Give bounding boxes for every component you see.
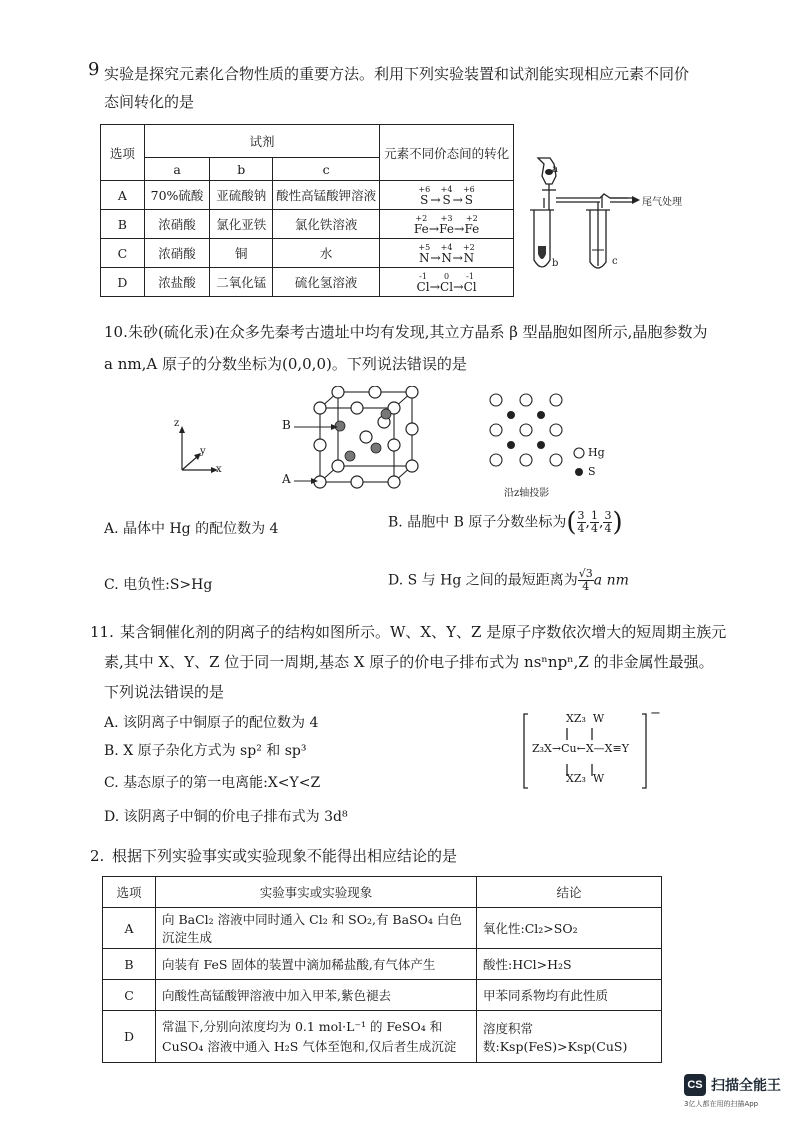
- ox-state: +5: [418, 242, 431, 252]
- element-symbol: Cl: [416, 279, 430, 294]
- element-symbol: N: [463, 250, 475, 265]
- legend-markers: [572, 446, 586, 480]
- table-row: [103, 908, 662, 949]
- q9-stem-line1: 实验是探究元素化合物性质的重要方法。利用下列实验装置和试剂能实现相应元素不同价: [104, 65, 690, 83]
- q12-th-option: 选项: [103, 877, 156, 908]
- element-symbol: Cl: [463, 279, 477, 294]
- q9-cell-chain: +2 Fe → +3 Fe → +2 Fe: [380, 210, 514, 239]
- q9-apparatus-diagram: [520, 150, 700, 280]
- axis-label-z: z: [174, 418, 180, 429]
- legend-hg: Hg: [588, 446, 605, 459]
- q12-stem: 根据下列实验事实或实验现象不能得出相应结论的是: [112, 847, 458, 865]
- element-symbol: S: [442, 192, 451, 207]
- q9-cell-chain: +6 S → +4 S → +6 S: [380, 181, 514, 210]
- q12-cell-opt: A: [103, 908, 156, 949]
- element-symbol: S: [420, 192, 429, 207]
- fraction: $\frac{√3}{4}$: [578, 567, 593, 593]
- q9-th-b: b: [210, 158, 273, 181]
- q9-cell-a: 浓盐酸: [144, 268, 210, 297]
- table-row: [101, 268, 514, 297]
- structure-bottom: XZ₃ W: [566, 772, 605, 785]
- q12-cell-opt: D: [103, 1011, 156, 1063]
- q12-cell-fact: 向酸性高锰酸钾溶液中加入甲苯,紫色褪去: [156, 980, 477, 1011]
- logo-brand: 扫描全能王: [711, 1078, 781, 1094]
- element-symbol: Fe: [413, 221, 429, 236]
- table-row: [103, 1011, 662, 1063]
- q11-number: 11.: [90, 623, 114, 641]
- apparatus-label-a: a: [552, 164, 558, 175]
- q10-stem-line1: 朱砂(硫化汞)在众多先秦考古遗址中均有发现,其立方晶系 β 型晶胞如图所示,晶胞参数为: [128, 323, 708, 341]
- legend-s: S: [588, 465, 596, 478]
- element-symbol: S: [464, 192, 473, 207]
- q12-cell-conclusion: 溶度积常数:Ksp(FeS)>Ksp(CuS): [477, 1011, 662, 1063]
- q9-th-c: c: [273, 158, 380, 181]
- ox-state: +2: [462, 242, 475, 252]
- ox-state: 0: [444, 271, 450, 281]
- q10-number: 10.: [104, 323, 128, 341]
- q11-stem-line3: 下列说法错误的是: [104, 683, 225, 701]
- q12-cell-opt: C: [103, 980, 156, 1011]
- label-A: A: [282, 472, 291, 486]
- q9-th-a: a: [144, 158, 210, 181]
- q9-cell-c: 酸性高锰酸钾溶液: [273, 181, 380, 210]
- structure-charge: −: [650, 706, 661, 721]
- q9-number: 9: [88, 59, 100, 80]
- q12-number: 2.: [90, 847, 105, 865]
- projection-caption: 沿z轴投影: [504, 488, 550, 499]
- q11-option-b: B. X 原子杂化方式为 sp² 和 sp³: [104, 743, 307, 759]
- ox-state: +6: [462, 184, 475, 194]
- q9-cell-opt: D: [101, 268, 145, 297]
- element-symbol: Fe: [439, 221, 454, 236]
- ox-state: -1: [466, 271, 474, 281]
- q11-stem-line1: 某含铜催化剂的阴离子的结构如图所示。W、X、Y、Z 是原子序数依次增大的短周期主族元: [120, 623, 727, 641]
- q9-cell-a: 70%硫酸: [144, 181, 210, 210]
- q11-option-c: C. 基态原子的第一电离能:X<Y<Z: [104, 775, 321, 791]
- q9-cell-b: 氯化亚铁: [210, 210, 273, 239]
- table-row: [101, 239, 514, 268]
- q12-th-conclusion: 结论: [477, 877, 662, 908]
- q11-stem-line2: 素,其中 X、Y、Z 位于同一周期,基态 X 原子的价电子排布式为 nsⁿnpⁿ,Z 的非金属性最强。: [104, 653, 714, 671]
- ox-state: +6: [418, 184, 431, 194]
- table-row: [101, 210, 514, 239]
- q9-table: [100, 124, 514, 297]
- logo-badge: CS: [684, 1074, 706, 1096]
- q9-cell-c: 氯化铁溶液: [273, 210, 380, 239]
- element-symbol: Fe: [464, 221, 480, 236]
- q10-projection-diagram: [486, 390, 566, 476]
- q12-cell-conclusion: 氧化性:Cl₂>SO₂: [477, 908, 662, 949]
- q12-cell-fact: 向装有 FeS 固体的装置中滴加稀盐酸,有气体产生: [156, 949, 477, 980]
- apparatus-label-c: c: [612, 256, 618, 267]
- q9-cell-c: 水: [273, 239, 380, 268]
- q10-option-b-prefix: B. 晶胞中 B 原子分数坐标为: [388, 514, 567, 531]
- q12-table: [102, 876, 662, 1063]
- q9-cell-c: 硫化氢溶液: [273, 268, 380, 297]
- q11-option-a: A. 该阴离子中铜原子的配位数为 4: [104, 715, 319, 731]
- q9-th-reagent: 试剂: [144, 125, 379, 158]
- fraction: $\frac{3}{4}$: [577, 509, 585, 535]
- structure-top: XZ₃ W: [566, 712, 605, 725]
- table-row: [103, 949, 662, 980]
- q9-cell-b: 亚硫酸钠: [210, 181, 273, 210]
- q10-option-d: [388, 568, 629, 593]
- q9-cell-b: 二氧化锰: [210, 268, 273, 297]
- ox-state: +4: [440, 184, 453, 194]
- table-row: [101, 181, 514, 210]
- structure-middle: Z₃X→Cu←X—X≡Y: [532, 742, 629, 755]
- q10-option-b: B. 晶胞中 B 原子分数坐标为( $\frac{3}{4}$ , $\frac{1}{4}$ , $\frac{3}{4}$ ): [388, 507, 623, 538]
- q12-cell-conclusion: 甲苯同系物均有此性质: [477, 980, 662, 1011]
- label-B: B: [282, 418, 291, 432]
- q12-cell-fact: 向 BaCl₂ 溶液中同时通入 Cl₂ 和 SO₂,有 BaSO₄ 白色沉淀生成: [156, 908, 477, 949]
- q10-option-d-prefix: D. S 与 Hg 之间的最短距离为: [388, 572, 578, 589]
- q10-option-d-suffix: a nm: [593, 572, 629, 589]
- scanner-logo: [684, 1074, 781, 1109]
- q9-cell-b: 铜: [210, 239, 273, 268]
- axis-label-x: x: [216, 464, 222, 475]
- ox-state: +3: [440, 213, 453, 223]
- axis-label-y: y: [200, 446, 206, 457]
- q12-th-fact: 实验事实或实验现象: [156, 877, 477, 908]
- q9-cell-opt: C: [101, 239, 145, 268]
- q11-option-d: D. 该阴离子中铜的价电子排布式为 3d⁸: [104, 809, 348, 825]
- q9-th-transform: 元素不同价态间的转化: [380, 125, 514, 181]
- q9-stem-line2: 态间转化的是: [104, 93, 195, 111]
- element-symbol: N: [419, 250, 430, 265]
- q9-th-option: 选项: [101, 125, 145, 181]
- q9-cell-a: 浓硝酸: [144, 239, 210, 268]
- q12-cell-opt: B: [103, 949, 156, 980]
- logo-slogan: 3亿人都在用的扫描App: [684, 1100, 759, 1108]
- q9-cell-a: 浓硝酸: [144, 210, 210, 239]
- q10-option-c: C. 电负性:S>Hg: [104, 577, 213, 593]
- apparatus-tail-gas: 尾气处理: [642, 197, 682, 208]
- table-row: [103, 980, 662, 1011]
- q9-cell-chain: +5 N → +4 N → +2 N: [380, 239, 514, 268]
- q9-cell-chain: -1 Cl → 0 Cl → -1 Cl: [380, 268, 514, 297]
- element-symbol: N: [441, 250, 452, 265]
- apparatus-label-b: b: [552, 258, 559, 269]
- ox-state: +2: [465, 213, 478, 223]
- element-symbol: Cl: [440, 279, 454, 294]
- ox-state: +4: [440, 242, 453, 252]
- fraction: $\frac{3}{4}$: [604, 509, 612, 535]
- ox-state: -1: [419, 271, 427, 281]
- q10-option-a: A. 晶体中 Hg 的配位数为 4: [104, 521, 279, 537]
- arrow-to-A: [292, 476, 322, 486]
- q9-cell-opt: A: [101, 181, 145, 210]
- q9-cell-opt: B: [101, 210, 145, 239]
- fraction: $\frac{1}{4}$: [591, 509, 598, 535]
- ox-state: +2: [415, 213, 428, 223]
- q12-cell-fact: 常温下,分别向浓度均为 0.1 mol·L⁻¹ 的 FeSO₄ 和 CuSO₄ 溶液中通入 H₂S 气体至饱和,仅后者生成沉淀: [156, 1011, 477, 1063]
- q10-stem-line2: a nm,A 原子的分数坐标为(0,0,0)。下列说法错误的是: [104, 355, 467, 373]
- q12-cell-conclusion: 酸性:HCl>H₂S: [477, 949, 662, 980]
- arrow-to-B: [292, 422, 342, 432]
